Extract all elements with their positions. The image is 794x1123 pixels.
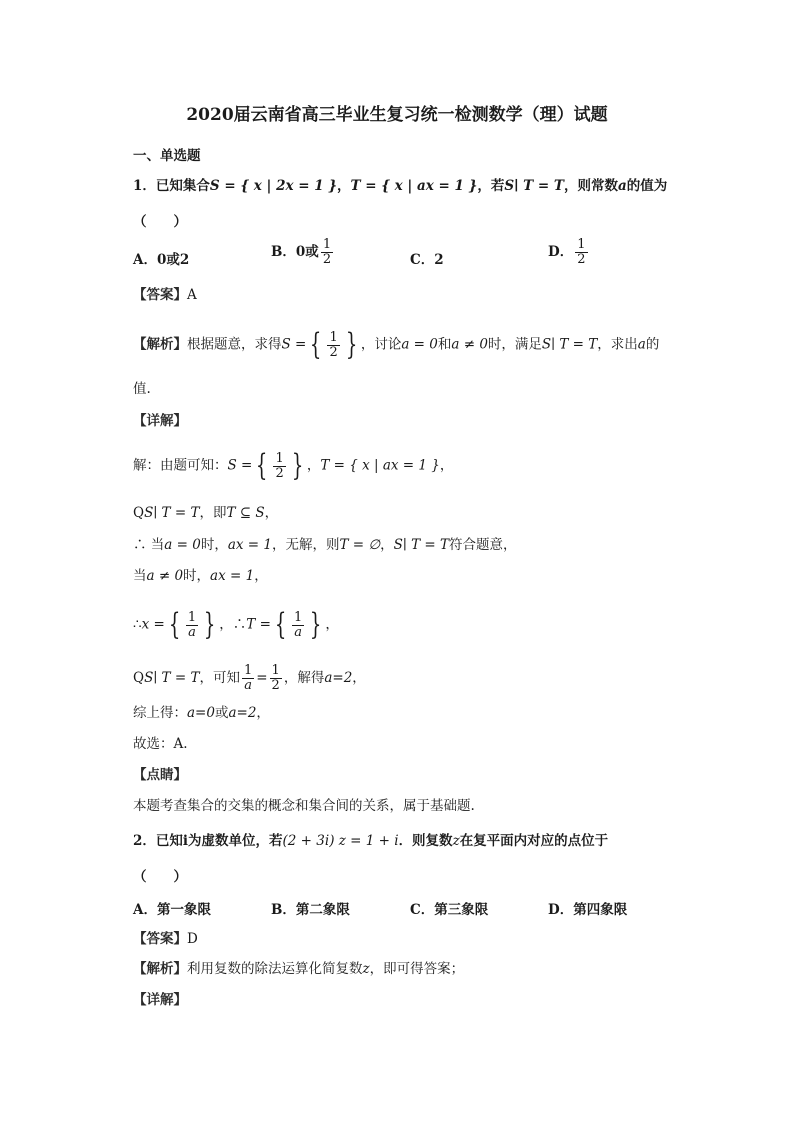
q1-paren: （ ）: [133, 214, 187, 230]
step-text: ，∴: [219, 616, 247, 633]
q1-step-4: [133, 566, 268, 586]
q1-set-s: S = { x | 2x = 1 }: [209, 178, 338, 194]
math-condition: S∣ T = T: [144, 505, 200, 521]
fraction: [273, 452, 285, 481]
right-brace: }: [204, 607, 216, 642]
math-s: S =: [227, 457, 253, 474]
step-text: ，: [306, 457, 321, 474]
q1-analysis-cont: 值.: [133, 381, 151, 397]
step-text: 或: [214, 705, 229, 721]
q1-option-b: [271, 238, 335, 267]
step-text: 解：由题可知：: [133, 457, 228, 474]
step-text: ，: [325, 616, 339, 633]
q1-comma: ，: [337, 178, 351, 194]
answer-value: D: [187, 931, 198, 947]
q2-detail-tag: 【详解】: [133, 992, 187, 1008]
math-condition: S∣ T = T: [393, 537, 450, 553]
analysis-text: 时，满足: [487, 336, 542, 353]
step-text: 时，: [200, 537, 228, 553]
step-text: ，即: [199, 505, 227, 521]
step-text: ，: [352, 670, 366, 686]
because-symbol: Q: [133, 505, 145, 521]
fraction-denominator: a: [244, 678, 252, 693]
fraction-numerator: 1: [275, 450, 284, 466]
math-a-nonzero: a ≠ 0: [146, 568, 184, 584]
answer-value: A: [187, 287, 197, 303]
fraction-denominator: 2: [275, 465, 284, 481]
right-brace: }: [291, 448, 304, 483]
fraction-numerator: 1: [293, 609, 303, 625]
q1-option-d: [548, 238, 590, 267]
set-brace: [165, 607, 219, 642]
step-text: ，: [256, 705, 270, 721]
math-result: a=2: [228, 705, 257, 721]
math-var: z: [362, 961, 370, 977]
therefore-symbol: ∴: [133, 616, 142, 633]
math-a-zero: a = 0: [164, 537, 201, 553]
math-equation: ax = 1: [210, 568, 255, 584]
q2-option-b: B．第二象限: [271, 902, 350, 918]
fraction-denominator: 2: [577, 252, 586, 267]
fraction-denominator: 2: [322, 252, 332, 267]
q1-var: a: [617, 178, 627, 194]
q2-var: z: [452, 833, 460, 849]
answer-tag: 【答案】: [133, 931, 187, 947]
fraction-denominator: 2: [329, 344, 338, 360]
right-brace: }: [310, 607, 322, 642]
step-text: 时，: [183, 568, 211, 584]
left-brace: {: [256, 448, 268, 483]
step-text: 当: [133, 568, 147, 584]
q1-option-a: A．0或2: [133, 252, 190, 268]
q1-set-t: T = { x | ax = 1 }: [350, 178, 478, 194]
q1-option-b-fraction: [321, 238, 333, 267]
analysis-text: 的: [645, 336, 660, 353]
math-t: T =: [246, 616, 271, 633]
analysis-tag: 【解析】: [133, 961, 187, 977]
fraction-numerator: 1: [243, 663, 253, 678]
fraction: [270, 664, 282, 693]
analysis-text: ，求出: [597, 336, 638, 353]
fraction-numerator: 1: [577, 237, 586, 252]
q1-answer: [133, 285, 197, 305]
q1-option-d-prefix: D．: [548, 244, 574, 260]
left-brace: {: [274, 607, 287, 642]
fraction-denominator: 2: [271, 678, 280, 693]
math-result: a=0: [187, 705, 215, 721]
q2-stem-prefix: 2．已知i为虚数单位，若: [133, 833, 283, 849]
q1-stem-suffix: ，则常数: [563, 178, 618, 194]
left-brace: {: [168, 607, 181, 642]
fraction-denominator: a: [294, 624, 302, 640]
left-brace: {: [310, 327, 322, 362]
analysis-text: ，讨论: [360, 336, 402, 353]
fraction: [242, 664, 254, 693]
q1-stem-prefix: 1．已知集合: [133, 178, 210, 194]
fraction-denominator: a: [188, 624, 196, 640]
analysis-text: ，即可得答案；: [369, 961, 465, 977]
q1-option-d-fraction: [575, 238, 587, 267]
q1-cond-prefix: ，若: [477, 178, 505, 194]
q2-answer: [133, 929, 198, 949]
q2-stem-end: 在复平面内对应的点位于: [459, 833, 609, 849]
math-subset: T ⊆ S: [226, 505, 265, 521]
math-result: a=2: [324, 670, 353, 686]
equals-sign: =: [256, 670, 268, 686]
q2-option-c: C．第三象限: [410, 902, 489, 918]
math-equation: ax = 1: [227, 537, 272, 553]
q1-step-8: 故选：A.: [133, 736, 188, 752]
because-symbol: Q: [133, 670, 145, 686]
page-title: 2020届云南省高三毕业生复习统一检测数学（理）试题: [186, 105, 608, 125]
q1-point-text: 本题考查集合的交集的概念和集合间的关系，属于基础题.: [133, 798, 475, 814]
fraction-numerator: 1: [329, 329, 338, 345]
fraction-numerator: 1: [322, 237, 332, 252]
math-condition: S∣ T = T: [541, 336, 598, 353]
q2-option-d: D．第四象限: [548, 902, 628, 918]
q1-option-c: C．2: [410, 252, 444, 268]
q1-step-5: [133, 607, 339, 642]
fraction-numerator: 1: [187, 609, 197, 625]
step-text: ，可知: [199, 670, 240, 686]
q1-step-2: [133, 503, 278, 523]
q1-step-1: [133, 448, 454, 483]
math-a-nonzero: a ≠ 0: [451, 336, 488, 353]
step-text: ，无解，则: [272, 537, 340, 553]
q1-condition: S∣ T = T: [504, 178, 564, 194]
step-text: ，: [254, 568, 268, 584]
math-empty-set: T = ∅: [339, 537, 381, 553]
set-brace: [306, 327, 360, 362]
q2-stem-mid: ．则复数: [398, 833, 453, 849]
math-s: S =: [281, 336, 307, 353]
fraction: [186, 611, 198, 640]
answer-tag: 【答案】: [133, 287, 187, 303]
step-text: ∴ 当: [133, 537, 165, 553]
analysis-text: 利用复数的除法运算化简复数: [187, 961, 363, 977]
math-a-zero: a = 0: [401, 336, 438, 353]
q1-analysis: [133, 327, 660, 362]
math-x: x =: [141, 616, 165, 633]
math-var: a: [637, 336, 646, 353]
right-brace: }: [345, 327, 358, 362]
q1-step-3: [133, 535, 517, 555]
q2-stem: [133, 831, 608, 851]
q1-option-b-prefix: B．0或: [271, 244, 319, 260]
fraction-numerator: 1: [271, 663, 280, 678]
q2-analysis: [133, 959, 464, 979]
q1-step-7: [133, 703, 270, 723]
step-text: ，: [439, 457, 454, 474]
analysis-text: 根据题意，求得: [187, 336, 282, 353]
section-heading: 一、单选题: [133, 148, 201, 164]
analysis-tag: 【解析】: [133, 336, 187, 353]
fraction: [327, 331, 339, 360]
q1-point-tag: 【点睛】: [133, 767, 187, 783]
fraction: [292, 611, 304, 640]
step-text: ，: [380, 537, 394, 553]
step-text: 综上得：: [133, 705, 187, 721]
q2-option-a: A．第一象限: [133, 902, 211, 918]
set-brace: [252, 448, 306, 483]
q1-stem: [133, 176, 667, 196]
q2-equation: (2 + 3i) z = 1 + i: [282, 833, 399, 849]
step-text: 符合题意，: [449, 537, 517, 553]
q1-stem-end: 的值为: [626, 178, 668, 194]
step-text: ，解得: [283, 670, 325, 686]
step-text: ，: [264, 505, 279, 521]
analysis-text: 和: [437, 336, 452, 353]
set-brace: [271, 607, 325, 642]
q1-detail-tag: 【详解】: [133, 413, 187, 429]
q1-step-6: [133, 664, 366, 693]
math-t: T = { x | ax = 1 }: [320, 457, 440, 474]
math-condition: S∣ T = T: [144, 670, 200, 686]
q2-paren: （ ）: [133, 869, 187, 885]
